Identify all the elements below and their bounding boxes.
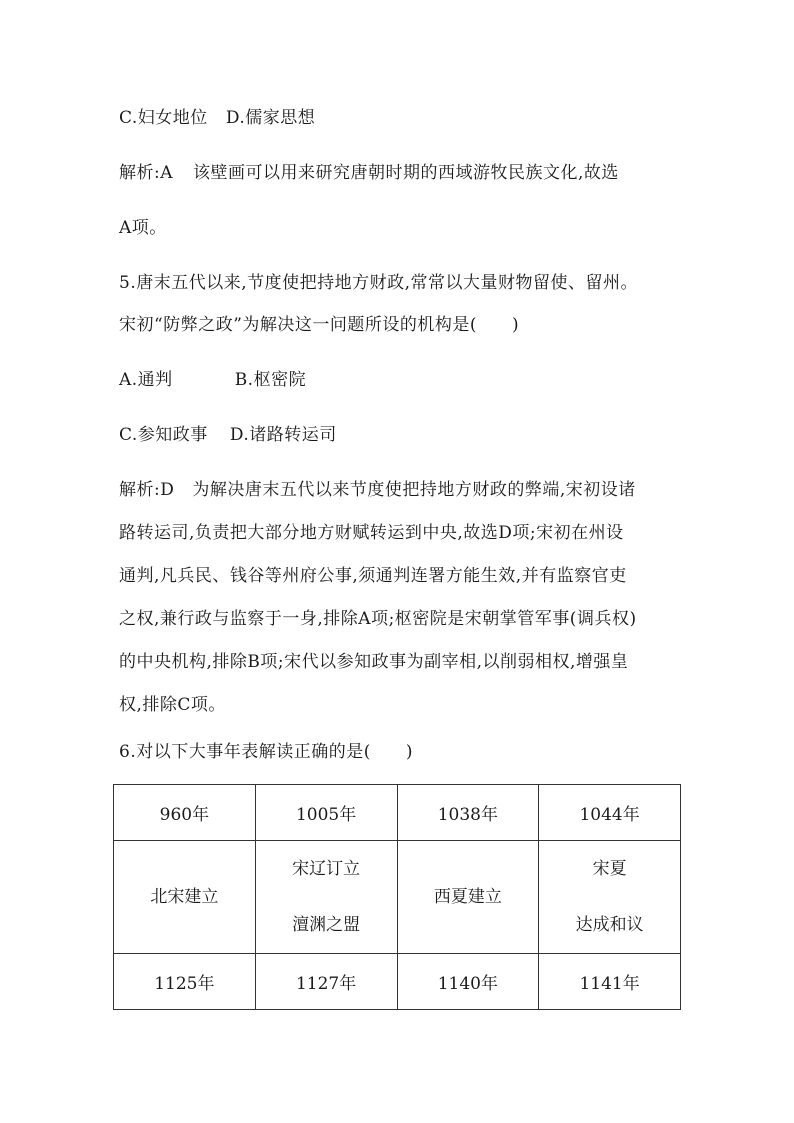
cell-text: 宋夏 — [592, 859, 627, 879]
q5-analysis-line-3: 通判,凡兵民、钱谷等州府公事,须通判连署方能生效,并有监察官吏 — [119, 566, 627, 586]
cell-text: 北宋建立 — [150, 887, 219, 907]
table-cell: 960年 — [114, 785, 256, 841]
q5-stem-line-1: 5.唐末五代以来,节度使把持地方财政,常常以大量财物留使、留州。 — [119, 273, 639, 293]
q4-analysis-text-1: 该壁画可以用来研究唐朝时期的西域游牧民族文化,故选 — [193, 163, 619, 183]
q5-option-b: B.枢密院 — [234, 370, 307, 390]
q6-stem: 6.对以下大事年表解读正确的是( ) — [119, 742, 413, 762]
q5-analysis-line-2: 路转运司,负责把大部分地方财赋转运到中央,故选D项;宋初在州设 — [119, 523, 624, 543]
cell-text: 西夏建立 — [433, 887, 502, 907]
cell-text: 达成和议 — [575, 915, 644, 935]
q5-analysis-text-1: 为解决唐末五代以来节度使把持地方财政的弊端,宋初设诸 — [192, 480, 636, 500]
q5-analysis-label: 解析:D — [119, 480, 175, 500]
q5-option-a: A.通判 — [119, 370, 173, 390]
table-row-years-1 — [114, 785, 681, 841]
q4-option-d: D.儒家思想 — [225, 108, 316, 128]
events-table — [113, 784, 681, 1010]
q5-analysis-line-6: 权,排除C项。 — [119, 695, 226, 715]
q5-analysis-line-5: 的中央机构,排除B项;宋代以参知政事为副宰相,以削弱相权,增强皇 — [119, 652, 629, 672]
table-cell: 1125年 — [114, 954, 256, 1010]
table-cell: 1140年 — [397, 954, 539, 1010]
table-cell: 1044年 — [539, 785, 681, 841]
table-row-events — [114, 841, 681, 954]
table-cell: 1005年 — [255, 785, 397, 841]
table-cell — [255, 841, 397, 954]
table-cell: 1127年 — [255, 954, 397, 1010]
table-cell — [539, 841, 681, 954]
q5-stem-line-2: 宋初“防弊之政”为解决这一问题所设的机构是( ) — [119, 315, 520, 335]
table-cell — [114, 841, 256, 954]
q5-analysis-line-4: 之权,兼行政与监察于一身,排除A项;枢密院是宋朝掌管军事(调兵权) — [119, 609, 637, 629]
q4-options-cd — [119, 106, 315, 130]
q5-analysis-line-1 — [119, 478, 636, 502]
q5-options-cd — [119, 423, 337, 447]
table-cell: 1038年 — [397, 785, 539, 841]
table-cell: 1141年 — [539, 954, 681, 1010]
q4-analysis-line-1 — [119, 161, 619, 185]
q5-option-c: C.参知政事 — [119, 425, 208, 445]
q4-analysis-label: 解析:A — [119, 163, 174, 183]
table-cell — [397, 841, 539, 954]
table-row-years-2 — [114, 954, 681, 1010]
q5-options-ab — [119, 368, 306, 392]
q4-option-c: C.妇女地位 — [119, 108, 208, 128]
cell-text: 宋辽订立 — [292, 859, 361, 879]
q4-analysis-line-2: A项。 — [119, 218, 167, 238]
cell-text: 澶渊之盟 — [292, 915, 361, 935]
q5-option-d: D.诸路转运司 — [229, 425, 337, 445]
